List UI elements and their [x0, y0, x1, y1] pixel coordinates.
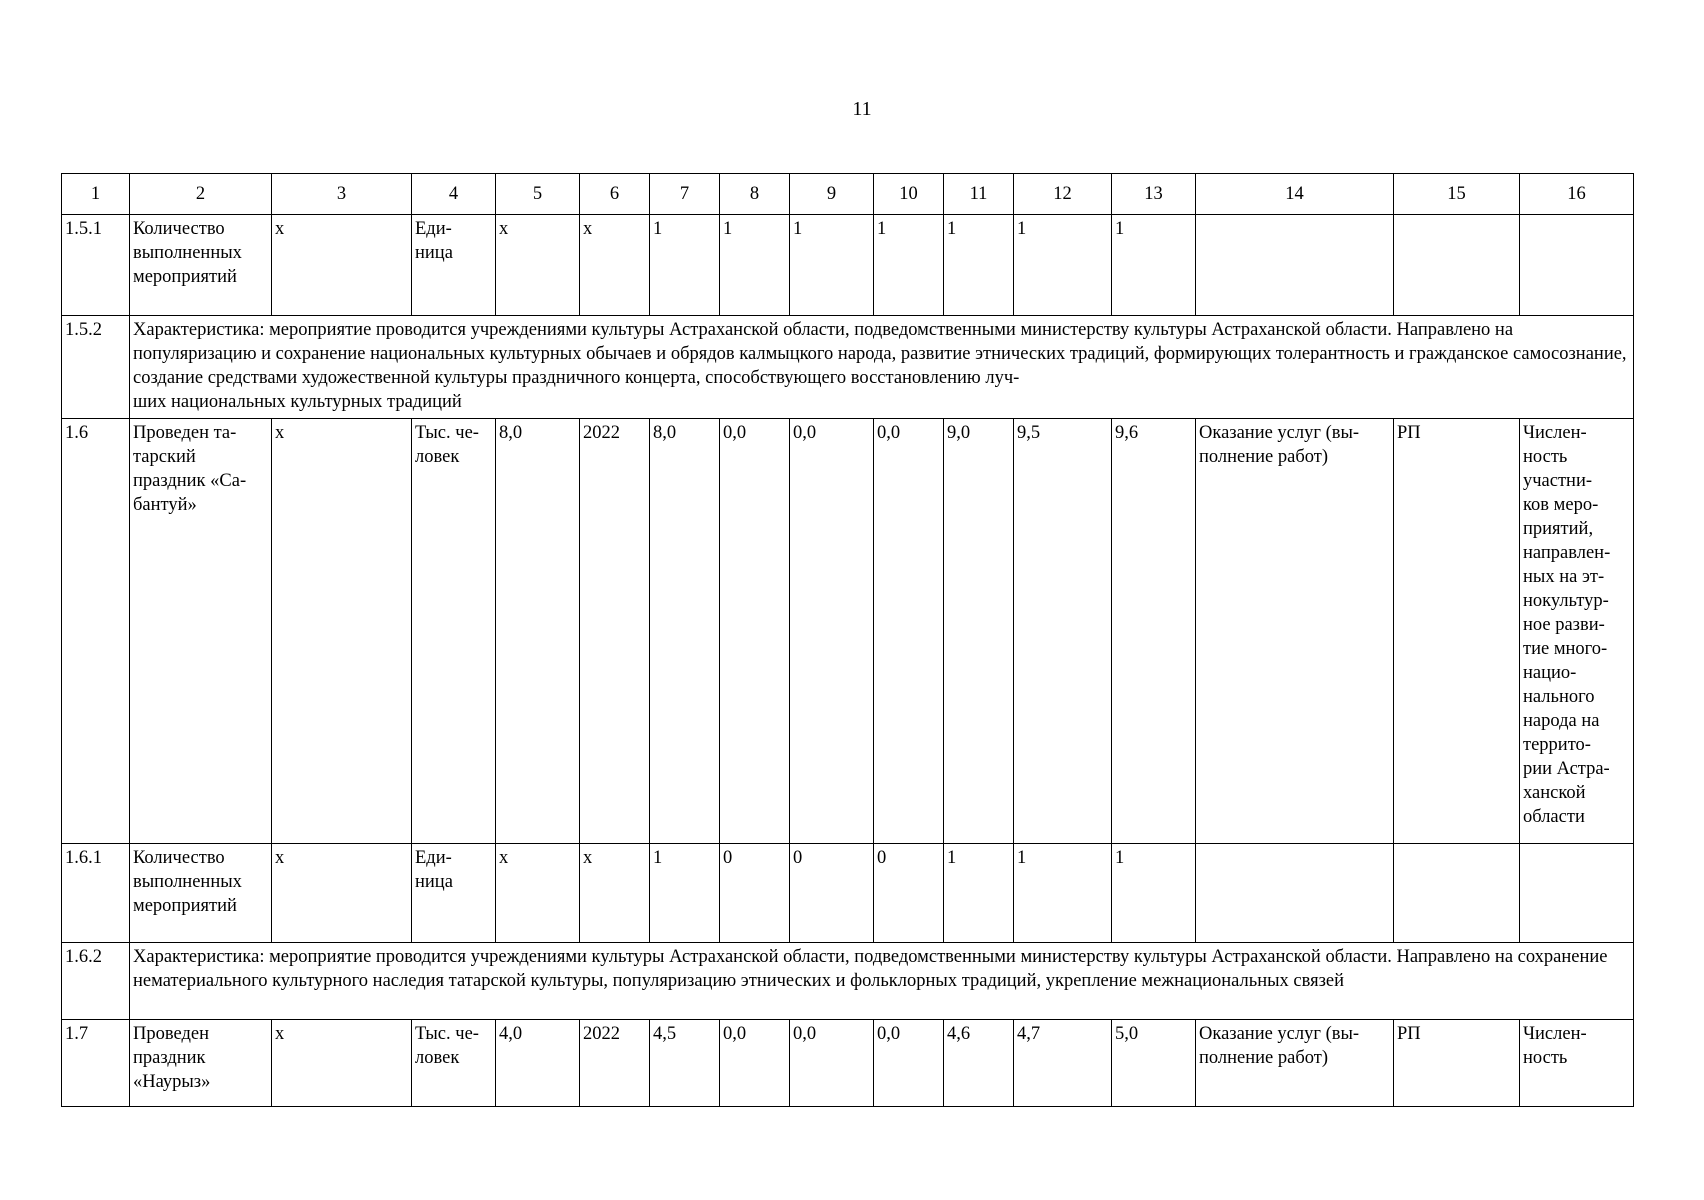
table-cell-col-6: 2022 — [580, 1020, 650, 1107]
header-cell-5: 5 — [496, 174, 580, 215]
table-cell-col-3: х — [272, 419, 412, 844]
table-cell-col-10: 1 — [874, 215, 944, 316]
table-cell-col-12: 4,7 — [1014, 1020, 1112, 1107]
table-cell-col-11: 1 — [944, 215, 1014, 316]
table-cell-col-10: 0,0 — [874, 1020, 944, 1107]
page-number: 11 — [852, 98, 872, 120]
table-row — [62, 943, 1634, 1020]
table-row — [62, 215, 1634, 316]
table-cell-col-15 — [1394, 215, 1520, 316]
table-cell-col-8: 0,0 — [720, 419, 790, 844]
row-number-cell: 1.7 — [62, 1020, 130, 1107]
table-cell-col-7: 1 — [650, 215, 720, 316]
header-cell-2: 2 — [130, 174, 272, 215]
table-cell-col-16 — [1520, 215, 1634, 316]
table-cell-col-12: 9,5 — [1014, 419, 1112, 844]
table-cell-col-15 — [1394, 844, 1520, 943]
table-row — [62, 844, 1634, 943]
table-cell-col-6: х — [580, 215, 650, 316]
header-cell-3: 3 — [272, 174, 412, 215]
header-cell-9: 9 — [790, 174, 874, 215]
table-cell-col-11: 9,0 — [944, 419, 1014, 844]
data-table — [61, 173, 1634, 1107]
table-cell-col-14: Оказание услуг (вы- полнение работ) — [1196, 1020, 1394, 1107]
table-cell-col-7: 1 — [650, 844, 720, 943]
header-cell-15: 15 — [1394, 174, 1520, 215]
header-cell-16: 16 — [1520, 174, 1634, 215]
header-cell-6: 6 — [580, 174, 650, 215]
header-cell-11: 11 — [944, 174, 1014, 215]
row-number-cell: 1.6 — [62, 419, 130, 844]
row-number-cell: 1.6.1 — [62, 844, 130, 943]
table-cell-col-2: Количество выполненных мероприятий — [130, 215, 272, 316]
table-cell-col-5: 8,0 — [496, 419, 580, 844]
table-cell-col-3: х — [272, 1020, 412, 1107]
table-cell-col-5: х — [496, 215, 580, 316]
row-number-cell: 1.6.2 — [62, 943, 130, 1020]
header-cell-7: 7 — [650, 174, 720, 215]
table-cell-col-12: 1 — [1014, 215, 1112, 316]
table-cell-col-3: х — [272, 215, 412, 316]
table-cell-col-4: Тыс. че- ловек — [412, 419, 496, 844]
table-cell-col-7: 4,5 — [650, 1020, 720, 1107]
table-cell-col-13: 1 — [1112, 844, 1196, 943]
row-number-cell: 1.5.2 — [62, 316, 130, 419]
header-cell-13: 13 — [1112, 174, 1196, 215]
header-cell-12: 12 — [1014, 174, 1112, 215]
header-row — [62, 174, 1634, 215]
table-cell-col-3: х — [272, 844, 412, 943]
characteristic-cell: Характеристика: мероприятие проводится учреждениями культуры Астраханской области, подведомственными министерству культуры Астраханской области. Направлено на сохранение нематериального культурного наследия татарской культуры, популяризацию этнических и фольклорных традиций, укрепление межнациональных связей — [130, 943, 1634, 1020]
table-cell-col-16 — [1520, 844, 1634, 943]
table-cell-col-6: 2022 — [580, 419, 650, 844]
table-cell-col-15: РП — [1394, 419, 1520, 844]
table-row — [62, 1020, 1634, 1107]
table-cell-col-15: РП — [1394, 1020, 1520, 1107]
table-cell-col-14 — [1196, 215, 1394, 316]
table-cell-col-11: 1 — [944, 844, 1014, 943]
table-cell-col-2: Проведен праздник «Наурыз» — [130, 1020, 272, 1107]
header-cell-10: 10 — [874, 174, 944, 215]
table-cell-col-7: 8,0 — [650, 419, 720, 844]
table-cell-col-12: 1 — [1014, 844, 1112, 943]
table-cell-col-10: 0,0 — [874, 419, 944, 844]
table-cell-col-2: Количество выполненных мероприятий — [130, 844, 272, 943]
table-cell-col-16: Числен- ность участни- ков меро- приятий, направлен- ных на эт- нокультур- ное разви- тие много- нацио- нального народа на террито- рии Астра- ханской области — [1520, 419, 1634, 844]
table-row — [62, 316, 1634, 419]
table-body — [62, 174, 1634, 1107]
header-cell-8: 8 — [720, 174, 790, 215]
table-cell-col-6: х — [580, 844, 650, 943]
table-cell-col-14: Оказание услуг (вы- полнение работ) — [1196, 419, 1394, 844]
table-cell-col-4: Еди- ница — [412, 844, 496, 943]
table-cell-col-13: 9,6 — [1112, 419, 1196, 844]
table-cell-col-16: Числен- ность — [1520, 1020, 1634, 1107]
characteristic-cell: Характеристика: мероприятие проводится учреждениями культуры Астраханской области, подведомственными министерству культуры Астраханской области. Направлено на популяризацию и сохранение национальных культурных обычаев и обрядов калмыцкого народа, развитие этнических традиций, формирующих толерантность и гражданское самосознание, создание средствами художественной культуры праздничного концерта, способствующего восстановлению луч- ших национальных культурных традиций — [130, 316, 1634, 419]
table-cell-col-11: 4,6 — [944, 1020, 1014, 1107]
row-number-cell: 1.5.1 — [62, 215, 130, 316]
table-cell-col-8: 0,0 — [720, 1020, 790, 1107]
table-cell-col-4: Тыс. че- ловек — [412, 1020, 496, 1107]
table-cell-col-9: 0,0 — [790, 419, 874, 844]
table-cell-col-10: 0 — [874, 844, 944, 943]
header-cell-1: 1 — [62, 174, 130, 215]
table-cell-col-13: 1 — [1112, 215, 1196, 316]
table-cell-col-4: Еди- ница — [412, 215, 496, 316]
table-cell-col-9: 0 — [790, 844, 874, 943]
table-cell-col-9: 0,0 — [790, 1020, 874, 1107]
table-cell-col-5: 4,0 — [496, 1020, 580, 1107]
table-cell-col-8: 0 — [720, 844, 790, 943]
table-cell-col-9: 1 — [790, 215, 874, 316]
table-cell-col-5: х — [496, 844, 580, 943]
table-cell-col-14 — [1196, 844, 1394, 943]
header-cell-4: 4 — [412, 174, 496, 215]
table-cell-col-13: 5,0 — [1112, 1020, 1196, 1107]
header-cell-14: 14 — [1196, 174, 1394, 215]
table-cell-col-2: Проведен та- тарский праздник «Са- бантуй» — [130, 419, 272, 844]
table-row — [62, 419, 1634, 844]
table-cell-col-8: 1 — [720, 215, 790, 316]
